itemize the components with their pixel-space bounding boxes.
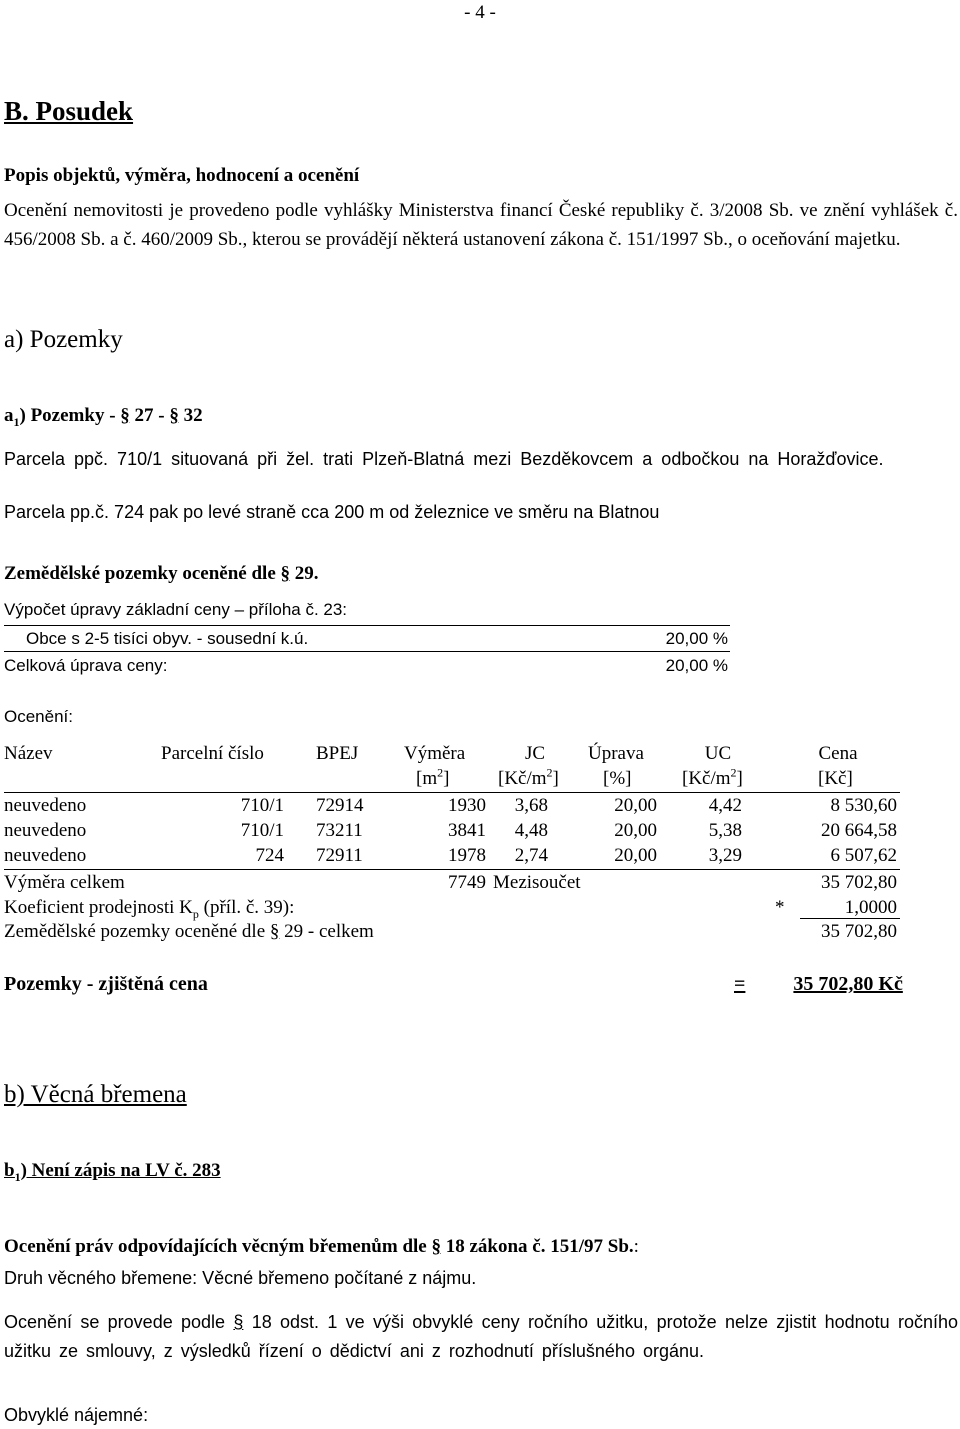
subsection-b1-heading: $b_1$) Není zápis na LV č. 283 xyxy=(4,1160,221,1184)
coef-label: Koeficient prodejnosti $K_p$ (příl. č. 39): xyxy=(4,897,295,921)
agri-total-value: 35 702,80 xyxy=(821,921,897,942)
land-result-label: Pozemky - zjištěná cena xyxy=(4,973,208,995)
unit-uc: $[Kč/m^2]$ xyxy=(682,765,743,789)
col-header-name: Název xyxy=(4,743,53,764)
cell-area: 1930 xyxy=(448,795,486,816)
adjustment-rule-2 xyxy=(4,651,730,652)
adjustment-item-value: 20,00 % xyxy=(665,629,728,648)
subtotal-value: 35 702,80 xyxy=(821,872,897,893)
cell-price: 6 507,62 xyxy=(830,845,897,866)
col-header-parcel: Parcelní číslo xyxy=(161,743,264,764)
cell-name: neuvedeno xyxy=(4,795,87,816)
unit-area: $[m^2]$ xyxy=(416,765,450,789)
cell-name: neuvedeno xyxy=(4,845,87,866)
coef-value: 1,0000 xyxy=(844,897,897,918)
unit-price: [Kč] xyxy=(818,768,853,789)
intro-paragraph: Ocenění nemovitosti je provedeno podle vyhlášky Ministerstva financí České republiky č. 3/2008 Sb. ve znění vyhlášek č. 456/2008 Sb. a č. 460/2009 Sb., kterou se provádějí některá ustanovení zákona č. 151/1997 Sb., o oceňování majetku. xyxy=(4,200,958,250)
cell-parcel: 724 xyxy=(255,845,284,866)
cell-price: 20 664,58 xyxy=(821,820,897,841)
cell-name: neuvedeno xyxy=(4,820,87,841)
col-header-bpej: BPEJ xyxy=(316,743,359,764)
col-header-jc: JC xyxy=(524,743,546,764)
adjustment-rule xyxy=(4,625,730,626)
cell-parcel: 710/1 xyxy=(240,795,284,816)
cell-parcel: 710/1 xyxy=(240,820,284,841)
table-header-rule xyxy=(4,792,900,793)
cell-price: 8 530,60 xyxy=(830,795,897,816)
col-header-adjust: Úprava xyxy=(588,743,644,764)
cell-adjust: 20,00 xyxy=(614,795,657,816)
cell-bpej: 73211 xyxy=(316,820,363,841)
cell-bpej: 72911 xyxy=(316,845,363,866)
total-area-label: Výměra celkem xyxy=(4,872,125,893)
adjustment-total-value: 20,00 % xyxy=(665,656,728,675)
adjustment-item-label: Obce s 2-5 tisíci obyv. - sousední k.ú. xyxy=(26,629,309,648)
agri-land-title: Zemědělské pozemky oceněné dle § 29. xyxy=(4,563,319,584)
subtotal-label: Mezisoučet xyxy=(493,872,581,893)
coef-rule xyxy=(800,918,900,919)
adjustment-total-label: Celková úprava ceny: xyxy=(4,656,168,675)
easement-type: Druh věcného břemene: Věcné břemeno počítané z nájmu. xyxy=(4,1268,477,1288)
land-result-line xyxy=(734,972,938,996)
usual-rent-label: Obvyklé nájemné: xyxy=(4,1405,149,1425)
agri-total-label: Zemědělské pozemky oceněné dle § 29 - celkem xyxy=(4,921,374,942)
land-result-eq: = xyxy=(734,973,746,995)
page-number: - 4 - xyxy=(464,2,496,23)
cell-jc: 4,48 xyxy=(514,820,548,841)
unit-jc: $[Kč/m^2]$ xyxy=(498,765,559,789)
cell-uc: 3,29 xyxy=(708,845,742,866)
table-body-rule xyxy=(4,869,900,870)
section-title: Popis objektů, výměra, hodnocení a ocenění xyxy=(4,165,360,186)
cell-area: 1978 xyxy=(448,845,486,866)
cell-uc: 5,38 xyxy=(708,820,742,841)
subsection-a1-heading: $a_1$) Pozemky - § 27 - § 32 xyxy=(4,405,203,429)
valuation-label: Ocenění: xyxy=(4,707,73,726)
section-a-heading: a) Pozemky xyxy=(4,326,123,353)
cell-uc: 4,42 xyxy=(708,795,742,816)
main-heading: B. Posudek xyxy=(4,96,134,126)
cell-bpej: 72914 xyxy=(316,795,364,816)
unit-adjust: [%] xyxy=(603,768,632,789)
cell-adjust: 20,00 xyxy=(614,820,657,841)
valuation-paragraph: Ocenění se provede podle § 18 odst. 1 ve výši obvyklé ceny ročního užitku, protože nelze zjistit hodnotu ročního užitku ze smlouvy, z výsledků řízení o dědictví ani z rozhodnutí příslušného orgánu. xyxy=(4,1312,958,1361)
col-header-price: Cena xyxy=(818,743,858,764)
cell-jc: 2,74 xyxy=(514,845,548,866)
col-header-area: Výměra xyxy=(404,743,466,764)
adjustment-title: Výpočet úpravy základní ceny – příloha č. 23: xyxy=(4,600,348,619)
section-b-heading: b) Věcná břemena xyxy=(4,1081,187,1108)
coef-operator: * xyxy=(775,897,785,918)
parcel-description-2: Parcela pp.č. 724 pak po levé straně cca 200 m od železnice ve směru na Blatnou xyxy=(4,502,660,522)
col-header-uc: UC xyxy=(704,743,732,764)
cell-adjust: 20,00 xyxy=(614,845,657,866)
total-area-value: 7749 xyxy=(448,872,486,893)
rights-title: Ocenění práv odpovídajících věcným břemenům dle § 18 zákona č. 151/97 Sb.: xyxy=(4,1236,639,1257)
cell-jc: 3,68 xyxy=(514,795,548,816)
parcel-description-1: Parcela ppč. 710/1 situovaná při žel. trati Plzeň-Blatná mezi Bezděkovcem a odbočkou na Horažďovice. xyxy=(4,449,884,469)
land-result-value: 35 702,80 Kč xyxy=(793,973,903,995)
cell-area: 3841 xyxy=(448,820,486,841)
